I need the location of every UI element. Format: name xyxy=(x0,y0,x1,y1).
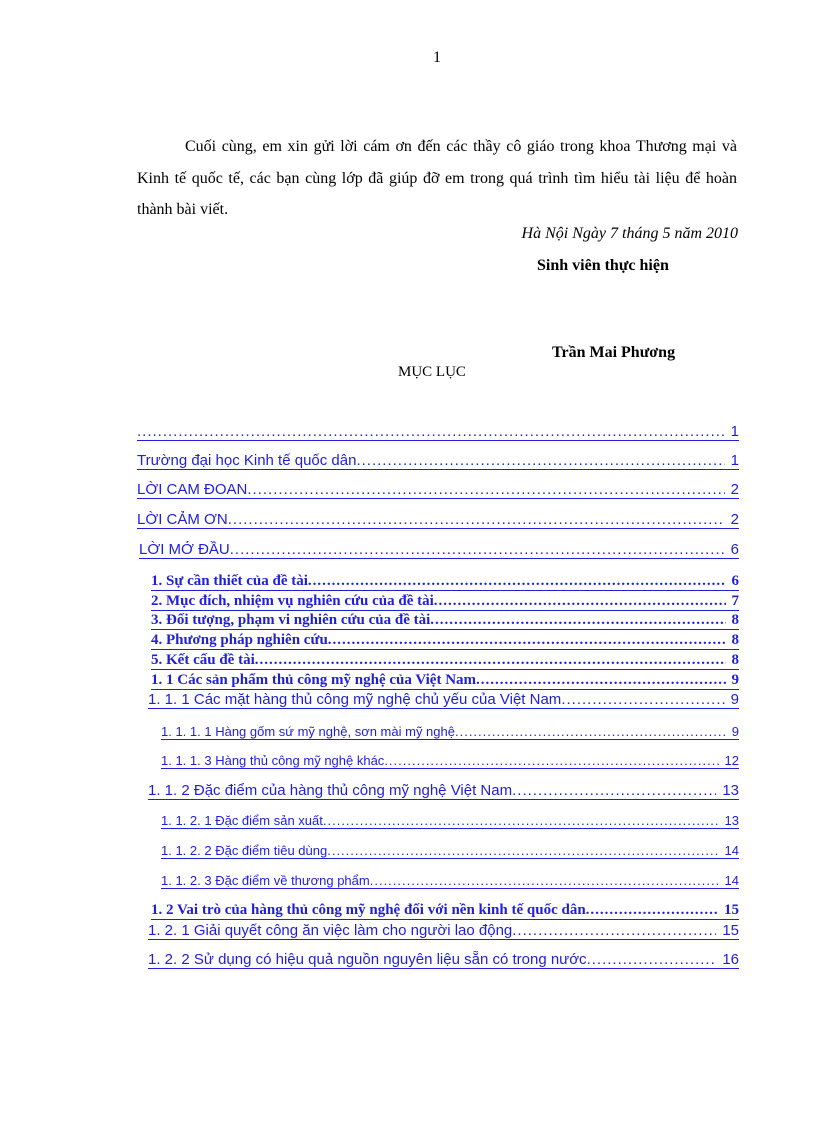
acknowledgement-paragraph: Cuối cùng, em xin gửi lời cám ơn đến các thầy cô giáo trong khoa Thương mại và Kinh tế quốc tế, các bạn cùng lớp đã giúp đỡ em trong quá trình tìm hiểu tài liệu để hoàn thành bài viết. xyxy=(137,138,737,218)
toc-entry[interactable]: 1. Sự cần thiết của đề tài ..... 6 xyxy=(151,573,739,591)
toc-entry[interactable]: 1. 1. 2. 2 Đặc điểm tiêu dùng ..... 14 xyxy=(161,843,739,859)
page-number: 1 xyxy=(433,49,441,66)
toc-entry[interactable]: 3. Đối tượng, phạm vi nghiên cứu của đề tài ..... 8 xyxy=(151,612,739,630)
toc-entry[interactable]: 1. 1. 1. 1 Hàng gốm sứ mỹ nghệ, sơn mài mỹ nghệ ..... 9 xyxy=(161,724,739,740)
toc-entry[interactable]: 1. 1. 1 Các mặt hàng thủ công mỹ nghệ chủ yếu của Việt Nam ..... 9 xyxy=(148,691,739,709)
toc-entry[interactable]: Trường đại học Kinh tế quốc dân ..... 1 xyxy=(137,452,739,470)
toc-entry[interactable]: 1. 1 Các sản phẩm thủ công mỹ nghệ của Việt Nam ..... 9 xyxy=(151,672,739,690)
toc-entry[interactable]: 2. Mục đích, nhiệm vụ nghiên cứu của đề tài ..... 7 xyxy=(151,593,739,611)
signer-title: Sinh viên thực hiện xyxy=(537,257,669,274)
toc-entry[interactable]: 5. Kết cấu đề tài ..... 8 xyxy=(151,652,739,670)
date-line: Hà Nội Ngày 7 tháng 5 năm 2010 xyxy=(521,225,738,242)
toc-entry[interactable]: 1. 2. 1 Giải quyết công ăn việc làm cho người lao động ..... 15 xyxy=(148,922,739,940)
toc-entry[interactable]: LỜI CAM ĐOAN ..... 2 xyxy=(137,481,739,499)
toc-entry[interactable]: 1. 1. 2. 3 Đặc điểm về thương phẩm ..... 14 xyxy=(161,873,739,889)
toc-entry[interactable]: 1. 1. 1. 3 Hàng thủ công mỹ nghệ khác ..... 12 xyxy=(161,753,739,769)
toc-entry[interactable]: 1. 1. 2 Đặc điểm của hàng thủ công mỹ nghệ Việt Nam ..... 13 xyxy=(148,782,739,800)
toc-entry[interactable]: 4. Phương pháp nghiên cứu ..... 8 xyxy=(151,632,739,650)
toc-entry[interactable]: LỜI MỞ ĐẦU ..... 6 xyxy=(139,541,739,559)
toc-title: MỤC LỤC xyxy=(398,364,466,380)
toc-entry[interactable]: 1. 1. 2. 1 Đặc điểm sản xuất ..... 13 xyxy=(161,813,739,829)
author-name: Trần Mai Phương xyxy=(552,344,676,361)
toc-entry[interactable]: 1. 2 Vai trò của hàng thủ công mỹ nghệ đối với nền kinh tế quốc dân ..... 15 xyxy=(151,902,739,920)
toc-entry[interactable]: 1. 2. 2 Sử dụng có hiệu quả nguồn nguyên liệu sẵn có trong nước ..... 16 xyxy=(148,951,739,969)
toc-entry[interactable]: LỜI CẢM ƠN ..... 2 xyxy=(137,511,739,529)
toc-entry[interactable]: ..... 1 xyxy=(137,423,739,441)
